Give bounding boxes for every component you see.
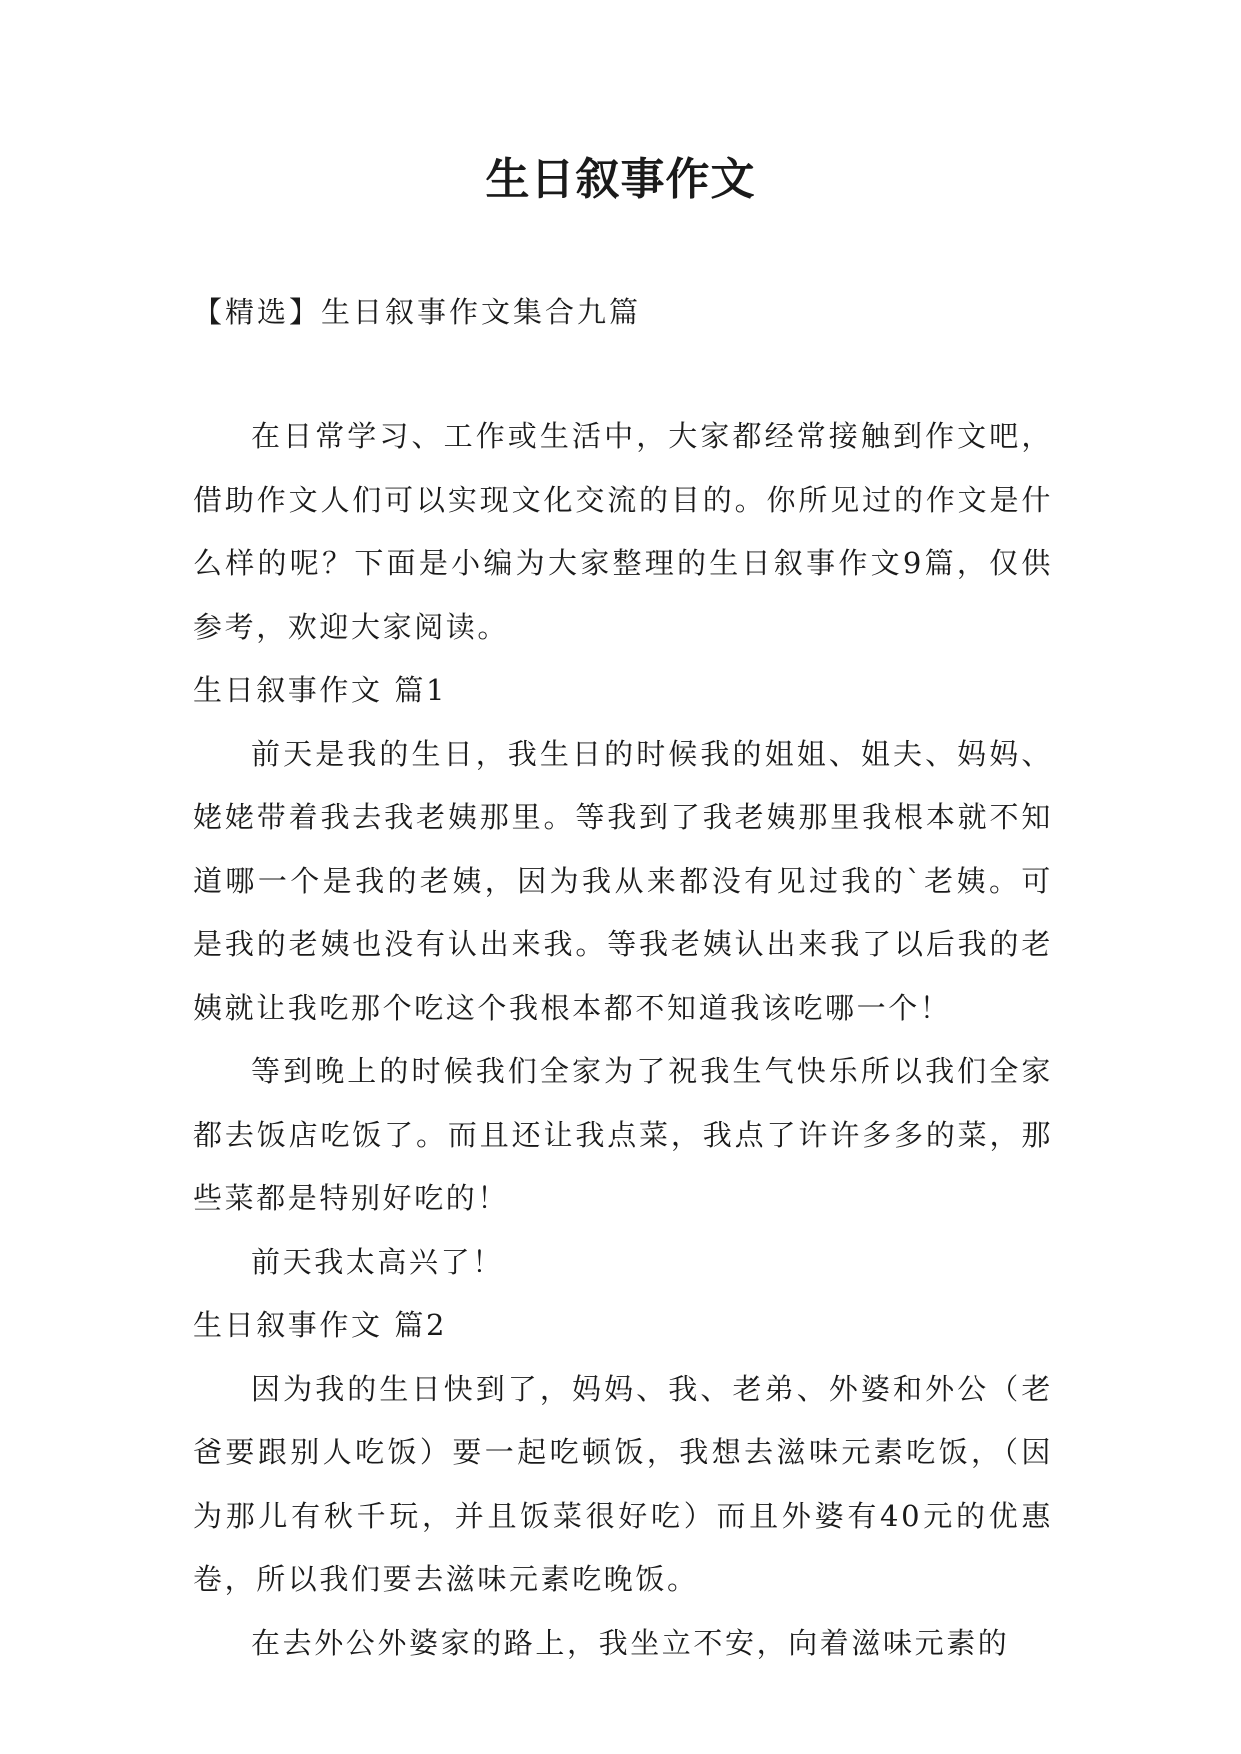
document-body	[193, 405, 1053, 1675]
section-heading-1: 生日叙事作文 篇1	[193, 673, 448, 707]
essay-1-paragraph-3: 前天我太高兴了！	[251, 1244, 504, 1279]
essay-2-paragraph-2: 在去外公外婆家的路上，我坐立不安，向着滋味元素的	[251, 1625, 1010, 1660]
document-subtitle: 【精选】生日叙事作文集合九篇	[193, 295, 642, 329]
section-heading-2: 生日叙事作文 篇2	[193, 1308, 448, 1342]
page-title: 生日叙事作文	[485, 154, 756, 205]
essay-2-paragraph-1: 因为我的生日快到了，妈妈、我、老弟、外婆和外公（老爸要跟别人吃饭）要一起吃顿饭，我想去滋味元素吃饭，（因为那儿有秋千玩，并且饭菜很好吃）而且外婆有40元的优惠卷，所以我们要去滋味元素吃晚饭。	[193, 1371, 1053, 1596]
essay-1-paragraph-1: 前天是我的生日，我生日的时候我的姐姐、姐夫、妈妈、姥姥带着我去我老姨那里。等我到了我老姨那里我根本就不知道哪一个是我的老姨，因为我从来都没有见过我的`老姨。可是我的老姨也没有认出来我。等我老姨认出来我了以后我的老姨就让我吃那个吃这个我根本都不知道我该吃哪一个！	[193, 736, 1053, 1025]
intro-paragraph: 在日常学习、工作或生活中，大家都经常接触到作文吧，借助作文人们可以实现文化交流的目的。你所见过的作文是什么样的呢？下面是小编为大家整理的生日叙事作文9篇，仅供参考，欢迎大家阅读。	[193, 419, 1053, 644]
essay-1-paragraph-2: 等到晚上的时候我们全家为了祝我生气快乐所以我们全家都去饭店吃饭了。而且还让我点菜，我点了许许多多的菜，那些菜都是特别好吃的！	[193, 1054, 1053, 1215]
